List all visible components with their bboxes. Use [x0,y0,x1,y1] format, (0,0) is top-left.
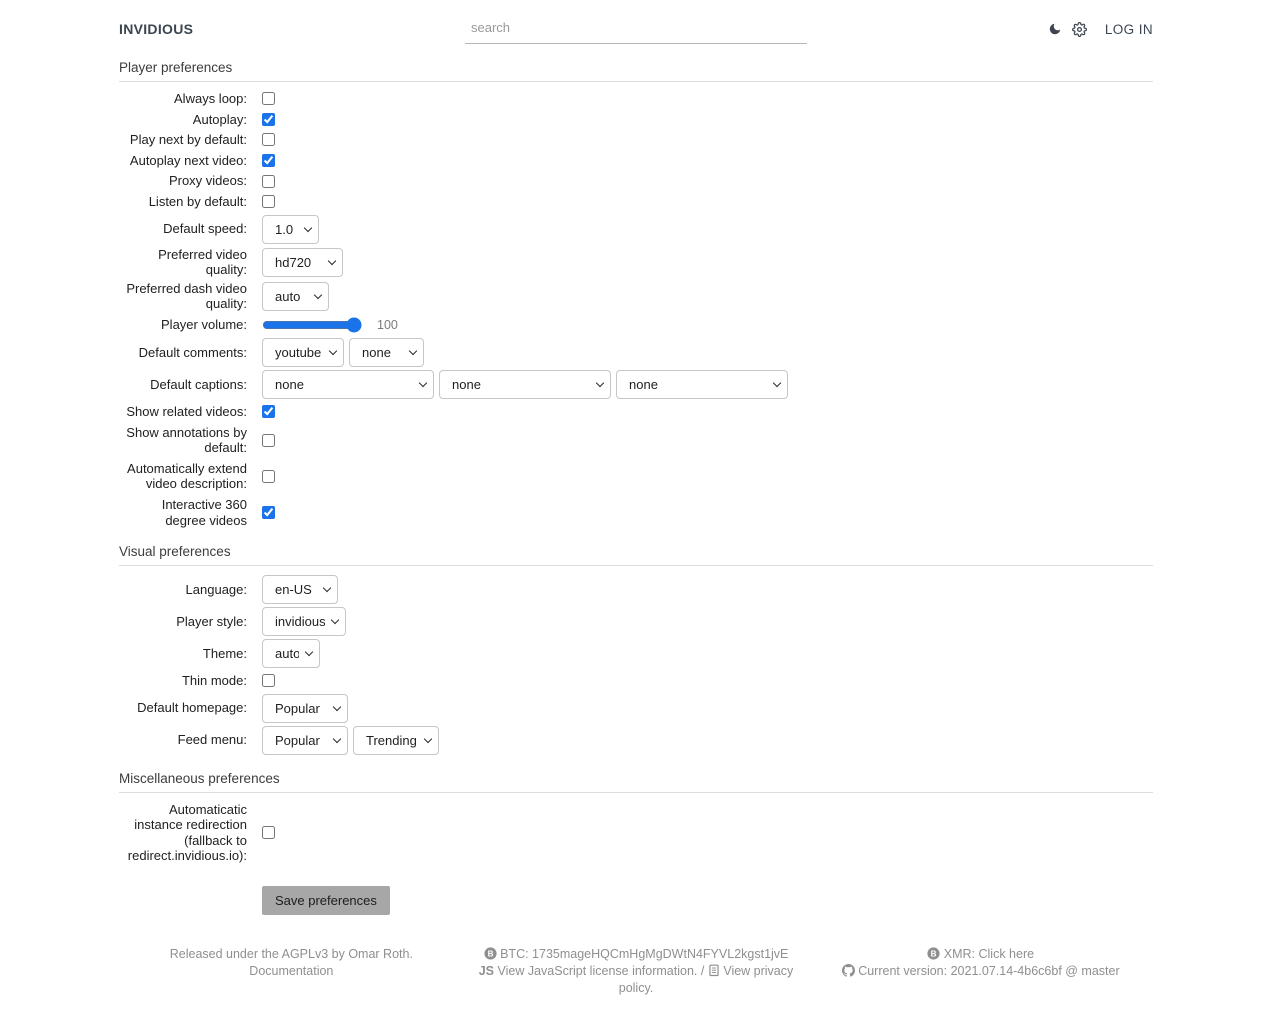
legal-line [464,963,809,996]
listen-default-checkbox[interactable] [262,195,275,208]
vr360-label: Interactive 360 degree videos [161,496,247,528]
svg-text:B: B [930,949,937,959]
language-label: Language: [185,581,247,597]
separator: / [700,964,705,979]
proxy-videos-checkbox[interactable] [262,175,275,188]
video-quality-select[interactable] [262,248,343,277]
js-license-link[interactable]: View JavaScript license information. [497,964,698,979]
js-icon: JS [478,964,495,979]
autoplay-next-checkbox[interactable] [262,154,275,167]
thin-mode-label: Thin mode: [181,673,247,689]
dash-quality-select[interactable] [262,282,329,311]
default-speed-select[interactable] [262,215,319,244]
player-style-select[interactable] [262,607,346,636]
pref-row-annotations [119,425,1153,456]
proxy-videos-label: Proxy videos: [168,173,247,189]
default-captions-label: Default captions: [150,376,247,392]
xmr-link[interactable]: XMR: Click here [943,947,1035,962]
pref-row-extend-desc [119,461,1153,492]
pref-row-language [119,575,1153,604]
license-text: Released under the AGPLv3 by Omar Roth. [169,947,413,962]
default-captions-select-3[interactable] [616,370,788,399]
theme-select[interactable] [262,639,320,668]
related-videos-label: Show related videos: [126,403,247,419]
thin-mode-checkbox[interactable] [262,674,275,687]
extend-desc-checkbox[interactable] [262,470,275,483]
default-speed-label: Default speed: [163,221,247,237]
pref-row-vr360 [119,497,1153,528]
video-quality-label: Preferred video quality: [158,246,247,278]
pref-row-feed-menu [119,726,1153,755]
footer-right [808,945,1153,997]
bitcoin-icon [484,947,497,960]
always-loop-checkbox[interactable] [262,92,275,105]
default-comments-select-2[interactable] [349,338,424,367]
preferences-button[interactable] [1072,22,1087,37]
search-input[interactable] [465,14,807,44]
listen-default-label: Listen by default: [148,193,247,209]
pref-row-autoplay [119,112,1153,128]
auto-redirect-label: Automaticatic instance redirection (fallback to redirect.invidious.io): [127,801,247,864]
player-volume-value: 100 [377,317,398,332]
pref-row-default-homepage [119,694,1153,723]
pref-row-always-loop [119,91,1153,107]
dark-mode-toggle[interactable] [1048,22,1062,36]
player-style-label: Player style: [176,613,247,629]
player-volume-slider[interactable] [262,317,362,333]
annotations-label: Show annotations by default: [126,424,247,456]
pref-row-autoplay-next [119,153,1153,169]
bitcoin-icon [927,947,940,960]
github-icon [842,964,855,977]
version-text: Current version: 2021.07.14-4b6c6bf @ master [858,964,1120,979]
pref-row-player-volume [119,317,1153,333]
top-bar-right [807,22,1153,37]
autoplay-next-label: Autoplay next video: [129,152,247,168]
pref-row-related-videos [119,404,1153,420]
login-link[interactable]: LOG IN [1104,21,1153,37]
top-bar [119,0,1153,44]
pref-row-auto-redirect [119,802,1153,864]
version-line [808,963,1153,979]
section-title-misc: Miscellaneous preferences [119,771,1153,793]
top-bar-center [465,14,807,44]
player-volume-label: Player volume: [161,317,247,333]
extend-desc-label: Automatically extend video description: [127,460,247,492]
privacy-policy-link[interactable]: View privacy policy. [618,964,794,995]
related-videos-checkbox[interactable] [262,405,275,418]
language-select[interactable] [262,575,338,604]
annotations-checkbox[interactable] [262,434,275,447]
theme-label: Theme: [202,645,247,661]
default-homepage-select[interactable] [262,694,348,723]
footer-middle [464,945,809,997]
play-next-label: Play next by default: [129,132,247,148]
autoplay-label: Autoplay: [192,111,247,127]
default-captions-select-1[interactable] [262,370,434,399]
moon-icon [1048,22,1062,36]
pref-row-proxy-videos [119,173,1153,189]
section-title-player: Player preferences [119,60,1153,82]
save-preferences-button[interactable]: Save preferences [262,886,390,915]
feed-menu-select-1[interactable] [262,726,348,755]
pref-row-dash-quality [119,281,1153,312]
save-row [119,886,1153,915]
autoplay-checkbox[interactable] [262,113,275,126]
auto-redirect-checkbox[interactable] [262,826,275,839]
pref-row-default-comments [119,338,1153,367]
gear-icon [1072,22,1087,37]
top-bar-left [119,21,465,37]
always-loop-label: Always loop: [174,91,247,106]
default-comments-label: Default comments: [138,344,247,360]
default-homepage-label: Default homepage: [137,700,247,716]
footer-left [119,945,464,997]
pref-row-play-next [119,132,1153,148]
pref-row-default-captions [119,370,1153,399]
btc-address: BTC: 1735mageHQCmHgMgDWtN4FYVL2kgst1jvE [500,947,789,962]
default-comments-select-1[interactable] [262,338,344,367]
dash-quality-label: Preferred dash video quality: [126,280,247,312]
section-title-visual: Visual preferences [119,544,1153,566]
pref-row-default-speed [119,215,1153,244]
preferences-page [119,0,1153,1021]
documentation-link[interactable]: Documentation [249,964,334,979]
default-captions-select-2[interactable] [439,370,611,399]
pref-row-theme [119,639,1153,668]
btc-line [464,946,809,962]
pref-row-video-quality [119,247,1153,278]
svg-text:B: B [487,949,494,959]
play-next-checkbox[interactable] [262,133,275,146]
footer [119,945,1153,1021]
logo[interactable]: INVIDIOUS [119,21,194,37]
document-icon [708,964,720,977]
feed-menu-select-2[interactable] [353,726,439,755]
pref-row-player-style [119,607,1153,636]
xmr-line [808,946,1153,962]
pref-row-thin-mode [119,673,1153,689]
pref-row-listen-default [119,194,1153,210]
feed-menu-label: Feed menu: [177,732,247,748]
vr360-checkbox[interactable] [262,506,275,519]
